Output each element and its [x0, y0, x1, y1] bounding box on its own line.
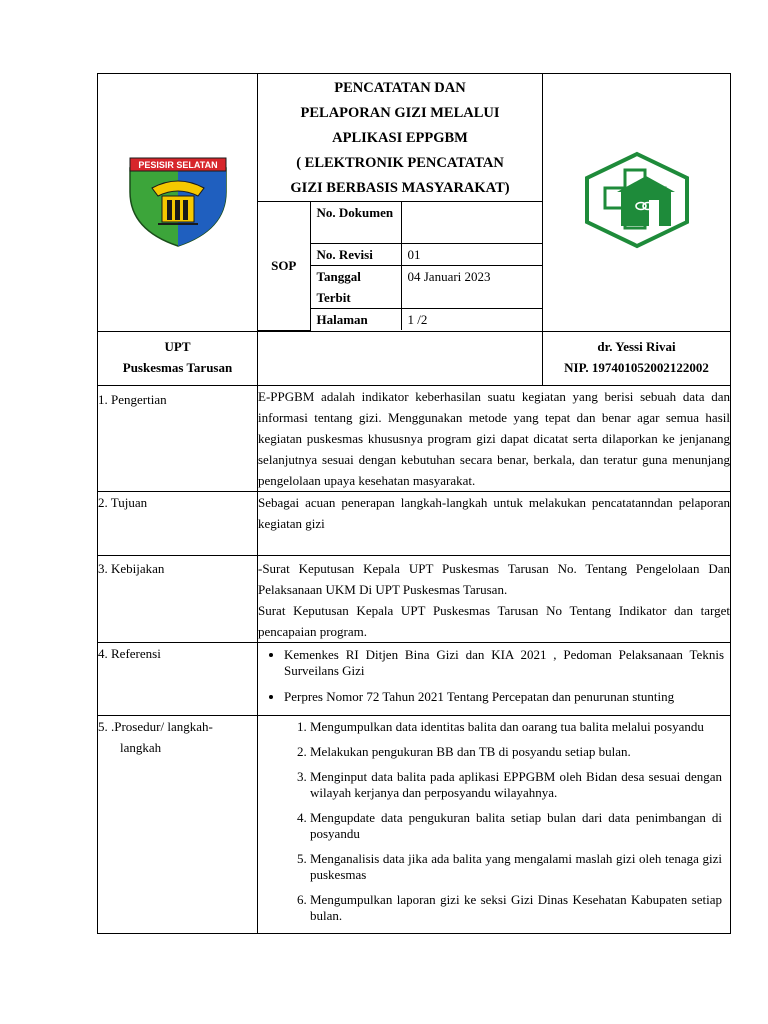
text-pengertian: E-PPGBM adalah indikator keberhasilan suatu kegiatan yang berisi sebuah data dan informasi tentang gizi. Menggunakan metode yang tepat dan benar agar semua hasil kegiatan puskesmas khususnya program gizi dapat dicatat serta dilaporkan ke jenjanang selanjutnya sesuai dengan kebutuhan secara benar, berkala, dan teratur guna menunjang pengelolaan upaya kesehatan masyarakat. [258, 385, 731, 491]
field-value-no-revisi: 01 [401, 244, 542, 266]
signer-cell [543, 331, 731, 385]
reference-list [258, 647, 730, 705]
title-inner-table [258, 74, 542, 331]
title-line-4: ( ELEKTRONIK PENCATATAN [296, 155, 504, 171]
referensi-content [258, 642, 731, 715]
document-title [258, 74, 542, 202]
prosedur-content [258, 715, 731, 933]
row-referensi [98, 642, 731, 715]
title-line-1: PENCATATAN DAN [334, 80, 466, 96]
sign-row [98, 331, 731, 385]
label-referensi: 4. Referensi [98, 642, 258, 715]
label-pengertian: 1. Pengertian [98, 385, 258, 491]
reference-item: • Perpres Nomor 72 Tahun 2021 Tentang Percepatan dan penurunan stunting [284, 689, 724, 705]
procedure-step: 2. Melakukan pengukuran BB dan TB di posyandu setiap bulan. [310, 744, 722, 760]
title-line-3: APLIKASI EPPGBM [332, 130, 468, 146]
row-pengertian [98, 385, 731, 491]
org-line-1: UPT [164, 338, 191, 354]
left-logo-cell [98, 74, 258, 332]
header-row [98, 74, 731, 332]
procedure-step: 4. Mengupdate data pengukuran balita setiap bulan dari data penimbangan di posyandu [310, 810, 722, 842]
text-kebijakan-1: -Surat Keputusan Kepala UPT Puskesmas Tarusan No. Tentang Pengelolaan Dan Pelaksanaan UKM Di UPT Puskesmas Tarusan. [258, 560, 730, 597]
signer-name: dr. Yessi Rivai [597, 338, 676, 354]
field-label-halaman: Halaman [310, 309, 401, 331]
text-kebijakan-2: Surat Keputusan Kepala UPT Puskesmas Tarusan No Tentang Indikator dan target pencapaian program. [258, 602, 730, 639]
field-value-halaman: 1 /2 [401, 309, 542, 331]
pesisir-selatan-logo [122, 152, 234, 248]
sop-label: SOP [258, 202, 310, 331]
title-line-5: GIZI BERBASIS MASYARAKAT) [290, 180, 510, 196]
row-prosedur [98, 715, 731, 933]
signature-blank-cell [258, 331, 543, 385]
label-prosedur [98, 715, 258, 933]
field-label-no-dokumen: No. Dokumen [310, 202, 401, 244]
text-tujuan: Sebagai acuan penerapan langkah-langkah untuk melakukan pencatatanndan pelaporan kegiatan gizi [258, 491, 731, 555]
procedure-list [258, 719, 730, 924]
row-kebijakan [98, 555, 731, 642]
label-prosedur-line-2: langkah [120, 739, 162, 755]
sop-table [97, 73, 731, 934]
procedure-step: 3. Menginput data balita pada aplikasi EPPGBM oleh Bidan desa sesuai dengan wilayah kerjanya dan perposyandu wilayahnya. [310, 769, 722, 801]
organization-cell [98, 331, 258, 385]
title-line-2: PELAPORAN GIZI MELALUI [300, 105, 500, 121]
label-kebijakan: 3. Kebijakan [98, 555, 258, 642]
field-label-no-revisi: No. Revisi [310, 244, 401, 266]
procedure-step: 1. Mengumpulkan data identitas balita dan oarang tua balita melalui posyandu [310, 719, 722, 735]
label-prosedur-line-1: 5. .Prosedur/ langkah- [98, 718, 213, 734]
org-line-2: Puskesmas Tarusan [122, 359, 233, 375]
signer-nip: NIP. 197401052002122002 [564, 359, 709, 375]
field-value-no-dokumen [401, 202, 542, 244]
logo-text: PESISIR SELATAN [137, 160, 218, 171]
label-tujuan: 2. Tujuan [98, 491, 258, 555]
reference-item: • Kemenkes RI Ditjen Bina Gizi dan KIA 2021 , Pedoman Pelaksanaan Teknis Surveilans Gizi [284, 647, 724, 679]
right-logo-cell [543, 74, 731, 332]
field-value-tanggal-terbit: 04 Januari 2023 [401, 266, 542, 309]
row-tujuan [98, 491, 731, 555]
kebijakan-content [258, 555, 731, 642]
field-label-tanggal-terbit: Tanggal Terbit [310, 266, 401, 309]
procedure-step: 5. Menganalisis data jika ada balita yang mengalami maslah gizi oleh tenaga gizi puskesmas [310, 851, 722, 883]
title-cell [258, 74, 543, 332]
procedure-step: 6. Mengumpulkan laporan gizi ke seksi Gizi Dinas Kesehatan Kabupaten setiap bulan. [310, 892, 722, 924]
puskesmas-logo [581, 150, 693, 250]
